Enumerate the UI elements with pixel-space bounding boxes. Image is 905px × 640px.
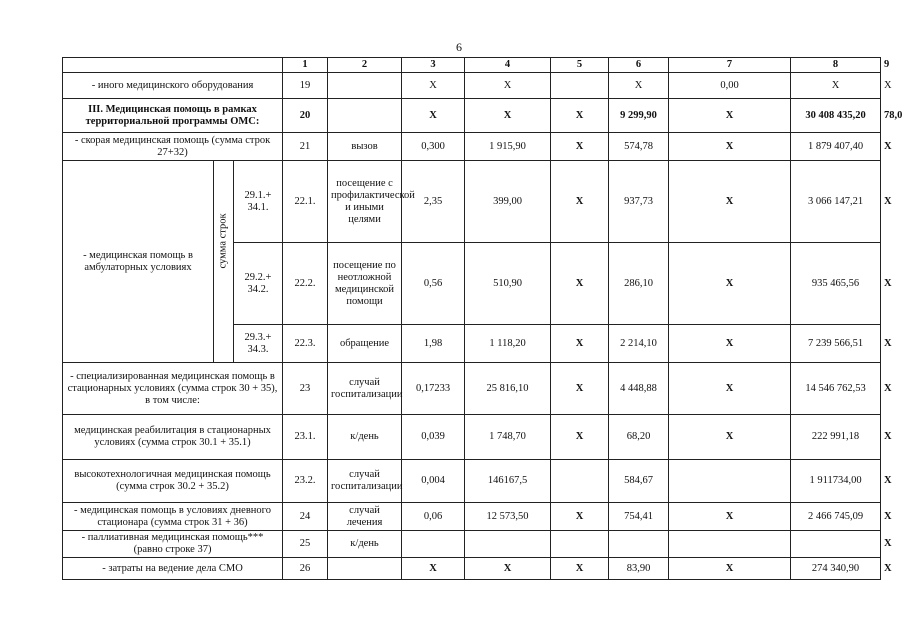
header-col-1: 1: [283, 58, 328, 73]
cell: X: [465, 558, 551, 580]
cell: 4 448,88: [609, 363, 669, 415]
cell: 510,90: [465, 243, 551, 325]
table-row: III. Медицинская помощь в рамках территориальной программы ОМС: 20 X X X 9 299,90 X 30 408 435,20 78,0: [63, 99, 881, 133]
cell: 7 239 566,51: [791, 325, 881, 363]
cell: X: [669, 558, 791, 580]
cell: X: [465, 73, 551, 99]
cell: к/день: [328, 531, 402, 558]
financing-table: [62, 57, 903, 580]
cell: посещение с профилактической и иными целями: [328, 161, 402, 243]
cell: 0,300: [402, 133, 465, 161]
cell: 935 465,56: [791, 243, 881, 325]
page-number: 6: [456, 40, 462, 54]
cell: X: [551, 161, 609, 243]
cell: 1,98: [402, 325, 465, 363]
vertical-label: [214, 161, 234, 363]
cell: 24: [283, 503, 328, 531]
cell: X: [669, 363, 791, 415]
cell: 2 214,10: [609, 325, 669, 363]
cell: случай лечения: [328, 503, 402, 531]
table-row: медицинская реабилитация в стационарных условиях (сумма строк 30.1 + 35.1) 23.1. к/день 0,039 1 748,70 X 68,20 X 222 991,18 X: [63, 415, 881, 460]
cell: 23: [283, 363, 328, 415]
row-label: медицинская реабилитация в стационарных условиях (сумма строк 30.1 + 35.1): [63, 415, 283, 460]
cell: 937,73: [609, 161, 669, 243]
cell: [465, 531, 551, 558]
header-blank: [63, 58, 283, 73]
cell: [328, 73, 402, 99]
cell: 399,00: [465, 161, 551, 243]
row-label: - иного медицинского оборудования: [63, 73, 283, 99]
cell: 584,67: [609, 460, 669, 503]
cell: 21: [283, 133, 328, 161]
cell: [669, 460, 791, 503]
cell: 3 066 147,21: [791, 161, 881, 243]
cell: 22.2.: [283, 243, 328, 325]
cell: X: [669, 243, 791, 325]
header-col-4: 4: [465, 58, 551, 73]
cell: [551, 73, 609, 99]
header-col-6: 6: [609, 58, 669, 73]
cell: 68,20: [609, 415, 669, 460]
cell: 83,90: [609, 558, 669, 580]
table-row: 29.2.+ 34.2. 22.2. посещение по неотложной медицинской помощи 0,56 510,90 X 286,10 X 935 465,56 X: [63, 243, 881, 325]
table-row: - затраты на ведение дела СМО 26 X X X 83,90 X 274 340,90 X: [63, 558, 881, 580]
cell: 1 118,20: [465, 325, 551, 363]
header-col-8: 8: [791, 58, 881, 73]
cell: X: [551, 363, 609, 415]
cell: [402, 531, 465, 558]
row-label: - паллиативная медицинская помощь*** (равно строке 37): [63, 531, 283, 558]
cell: вызов: [328, 133, 402, 161]
cell: X: [551, 415, 609, 460]
header-col-5: 5: [551, 58, 609, 73]
row-sublabel: 29.2.+ 34.2.: [234, 243, 283, 325]
cell: [328, 558, 402, 580]
cell: посещение по неотложной медицинской помощи: [328, 243, 402, 325]
cell: случай госпитализации: [328, 363, 402, 415]
cell: обращение: [328, 325, 402, 363]
cell: [551, 460, 609, 503]
cell: 1 915,90: [465, 133, 551, 161]
row-label: высокотехнологичная медицинская помощь (сумма строк 30.2 + 35.2): [63, 460, 283, 503]
table-row: - паллиативная медицинская помощь*** (равно строке 37) 25 к/день X: [63, 531, 881, 558]
cell: X: [402, 558, 465, 580]
row-label: - затраты на ведение дела СМО: [63, 558, 283, 580]
table-row: высокотехнологичная медицинская помощь (сумма строк 30.2 + 35.2) 23.2. случай госпитализации 0,004 146167,5 584,67 1 911734,00 X: [63, 460, 881, 503]
cell: 286,10: [609, 243, 669, 325]
cell: 222 991,18: [791, 415, 881, 460]
cell: 146167,5: [465, 460, 551, 503]
cell: X: [551, 558, 609, 580]
cell: 0,56: [402, 243, 465, 325]
cell: [669, 531, 791, 558]
cell: 2 466 745,09: [791, 503, 881, 531]
cell: 1 879 407,40: [791, 133, 881, 161]
header-col-7: 7: [669, 58, 791, 73]
cell: 0,039: [402, 415, 465, 460]
header-col-2: 2: [328, 58, 402, 73]
cell: X: [551, 99, 609, 133]
cell: 9 299,90: [609, 99, 669, 133]
row-sublabel: 29.1.+ 34.1.: [234, 161, 283, 243]
cell: 274 340,90: [791, 558, 881, 580]
cell: X: [669, 503, 791, 531]
cell: X: [791, 73, 881, 99]
cell: [791, 531, 881, 558]
cell: 23.1.: [283, 415, 328, 460]
cell: 574,78: [609, 133, 669, 161]
table-row: - специализированная медицинская помощь в стационарных условиях (сумма строк 30 + 35), в том числе: 23 случай госпитализации 0,17233 25 816,10 X 4 448,88 X 14 546 762,53 X: [63, 363, 881, 415]
row-label: III. Медицинская помощь в рамках территориальной программы ОМС:: [63, 99, 283, 133]
cell: 26: [283, 558, 328, 580]
cell: 1 748,70: [465, 415, 551, 460]
cell: 25 816,10: [465, 363, 551, 415]
cell: 12 573,50: [465, 503, 551, 531]
cell: [551, 531, 609, 558]
row-sublabel: 29.3.+ 34.3.: [234, 325, 283, 363]
table-row: - скорая медицинская помощь (сумма строк 27+32) 21 вызов 0,300 1 915,90 X 574,78 X 1 879 407,40 X: [63, 133, 881, 161]
cell: 754,41: [609, 503, 669, 531]
vertical-label-text: сумма строк: [217, 212, 229, 268]
cell: X: [669, 325, 791, 363]
cell: X: [609, 73, 669, 99]
table-row: 29.3.+ 34.3. 22.3. обращение 1,98 1 118,20 X 2 214,10 X 7 239 566,51 X: [63, 325, 881, 363]
cell: к/день: [328, 415, 402, 460]
header-col-3: 3: [402, 58, 465, 73]
cell: 2,35: [402, 161, 465, 243]
cell: X: [669, 133, 791, 161]
cell: 0,00: [669, 73, 791, 99]
cell: 0,06: [402, 503, 465, 531]
cell: X: [669, 99, 791, 133]
cell: X: [669, 161, 791, 243]
cell: X: [551, 503, 609, 531]
cell: X: [402, 99, 465, 133]
cell: [328, 99, 402, 133]
cell: 23.2.: [283, 460, 328, 503]
cell: X: [551, 325, 609, 363]
cell: 22.3.: [283, 325, 328, 363]
cell: 1 911734,00: [791, 460, 881, 503]
cell: 19: [283, 73, 328, 99]
cell: X: [551, 133, 609, 161]
table-row: - медицинская помощь в амбулаторных условиях сумма строк 29.1.+ 34.1. 22.1. посещение с профилактической и иными целями 2,35 399,00 X 937,73 X 3 066 147,21 X: [63, 161, 881, 243]
cell: 14 546 762,53: [791, 363, 881, 415]
table-row: - медицинская помощь в условиях дневного стационара (сумма строк 31 + 36) 24 случай лечения 0,06 12 573,50 X 754,41 X 2 466 745,09 X: [63, 503, 881, 531]
cell: случай госпитализации: [328, 460, 402, 503]
row-label: - скорая медицинская помощь (сумма строк 27+32): [63, 133, 283, 161]
cell: X: [551, 243, 609, 325]
cell: X: [402, 73, 465, 99]
cell: X: [465, 99, 551, 133]
row-label: - медицинская помощь в амбулаторных условиях: [63, 161, 214, 363]
cell: 0,17233: [402, 363, 465, 415]
cell: 20: [283, 99, 328, 133]
cell: X: [669, 415, 791, 460]
row-label: - медицинская помощь в условиях дневного стационара (сумма строк 31 + 36): [63, 503, 283, 531]
table-row: - иного медицинского оборудования 19 X X X 0,00 X X: [63, 73, 881, 99]
cell: [609, 531, 669, 558]
cell: 22.1.: [283, 161, 328, 243]
cell: 0,004: [402, 460, 465, 503]
cell: 25: [283, 531, 328, 558]
cell: 30 408 435,20: [791, 99, 881, 133]
row-label: - специализированная медицинская помощь в стационарных условиях (сумма строк 30 + 35), в том числе:: [63, 363, 283, 415]
header-row: 1 2 3 4 5 6 7 8 9: [63, 58, 881, 73]
